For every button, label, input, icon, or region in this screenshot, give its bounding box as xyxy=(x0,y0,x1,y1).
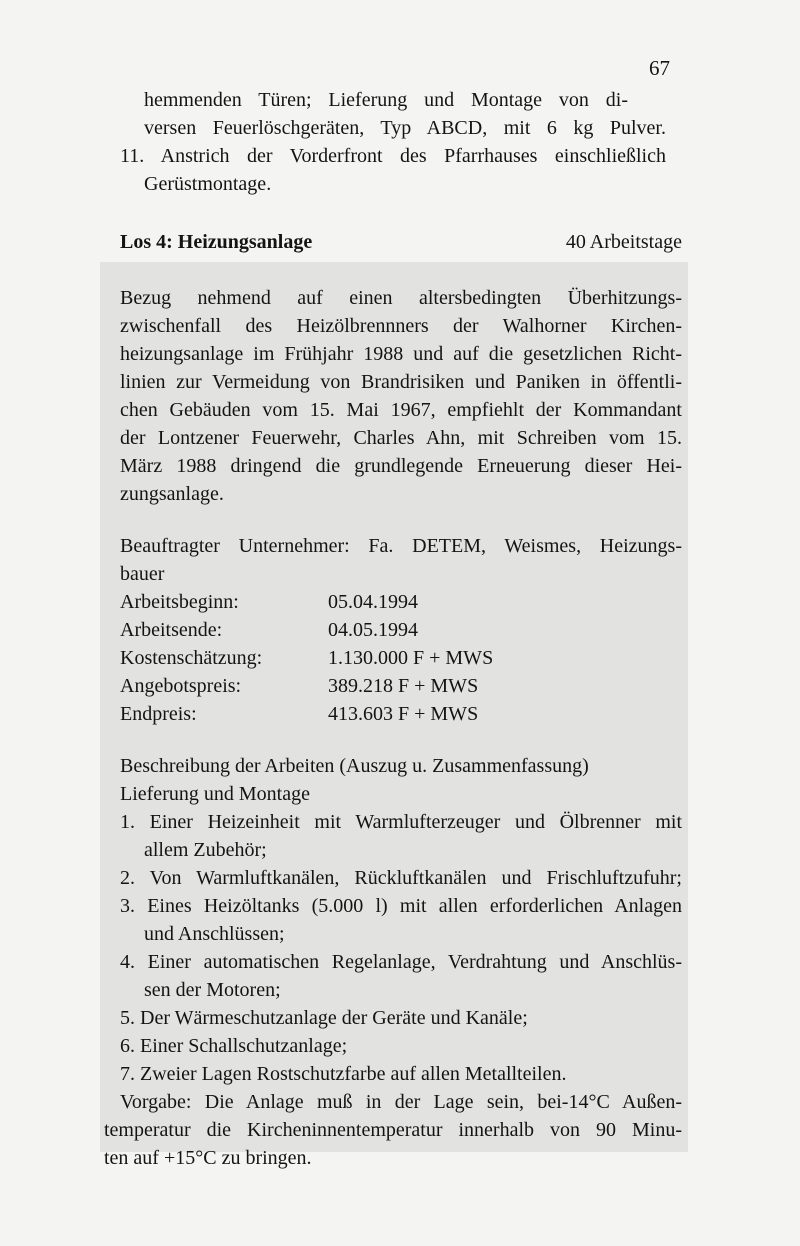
intro-line-7: März 1988 dringend die grundlegende Erneuerung dieser Hei- xyxy=(120,455,682,477)
detail-value-estimate: 1.130.000 F + MWS xyxy=(328,647,494,669)
description-item-6: 6. Einer Schallschutzanlage; xyxy=(120,1035,348,1057)
detail-value-final: 413.603 F + MWS xyxy=(328,703,479,725)
contractor-line-1: Beauftragter Unternehmer: Fa. DETEM, Weismes, Heizungs- xyxy=(120,535,682,557)
description-subheading: Lieferung und Montage xyxy=(120,783,310,805)
contractor-line-2: bauer xyxy=(120,563,165,585)
intro-line-6: der Lontzener Feuerwehr, Charles Ahn, mit Schreiben vom 15. xyxy=(120,427,682,449)
detail-label-offer: Angebotspreis: xyxy=(120,675,242,697)
description-item-3-cont: und Anschlüssen; xyxy=(144,923,285,945)
detail-value-offer: 389.218 F + MWS xyxy=(328,675,479,697)
description-item-2: 2. Von Warmluftkanälen, Rückluftkanälen und Frischluftzufuhr; xyxy=(120,867,682,889)
description-item-7: 7. Zweier Lagen Rostschutzfarbe auf allen Metallteilen. xyxy=(120,1063,567,1085)
top-list-line-4: Gerüstmontage. xyxy=(144,173,272,195)
requirement-line-3: ten auf +15°C zu bringen. xyxy=(104,1147,312,1169)
intro-line-3: heizungsanlage im Frühjahr 1988 und auf die gesetzlichen Richt- xyxy=(120,343,682,365)
requirement-line-1: Vorgabe: Die Anlage muß in der Lage sein, bei-14°C Außen- xyxy=(120,1091,682,1113)
top-list-line-1: hemmenden Türen; Lieferung und Montage von di- xyxy=(144,89,628,111)
page-number: 67 xyxy=(649,56,670,80)
detail-label-end: Arbeitsende: xyxy=(120,619,223,641)
top-list-line-2: versen Feuerlöschgeräten, Typ ABCD, mit 6 kg Pulver. xyxy=(144,117,666,139)
description-heading: Beschreibung der Arbeiten (Auszug u. Zusammenfassung) xyxy=(120,755,589,777)
detail-label-start: Arbeitsbeginn: xyxy=(120,591,239,613)
description-item-1-cont: allem Zubehör; xyxy=(144,839,267,861)
detail-label-final: Endpreis: xyxy=(120,703,197,725)
detail-value-start: 05.04.1994 xyxy=(328,591,418,613)
detail-value-end: 04.05.1994 xyxy=(328,619,418,641)
intro-line-4: linien zur Vermeidung von Brandrisiken und Paniken in öffentli- xyxy=(120,371,682,393)
detail-label-estimate: Kostenschätzung: xyxy=(120,647,263,669)
description-item-5: 5. Der Wärmeschutzanlage der Geräte und Kanäle; xyxy=(120,1007,528,1029)
description-item-4: 4. Einer automatischen Regelanlage, Verdrahtung und Anschlüs- xyxy=(120,951,682,973)
top-list-line-3: 11. Anstrich der Vorderfront des Pfarrhauses einschließlich xyxy=(120,145,666,167)
section-duration: 40 Arbeitstage xyxy=(565,231,682,253)
intro-line-1: Bezug nehmend auf einen altersbedingten Überhitzungs- xyxy=(120,287,682,309)
intro-line-5: chen Gebäuden vom 15. Mai 1967, empfiehlt der Kommandant xyxy=(120,399,682,421)
intro-line-8: zungsanlage. xyxy=(120,483,224,505)
intro-line-2: zwischenfall des Heizölbrennners der Walhorner Kirchen- xyxy=(120,315,682,337)
description-item-1: 1. Einer Heizeinheit mit Warmlufterzeuger und Ölbrenner mit xyxy=(120,811,682,833)
section-title: Los 4: Heizungsanlage xyxy=(120,231,313,253)
description-item-3: 3. Eines Heizöltanks (5.000 l) mit allen erforderlichen Anlagen xyxy=(120,895,682,917)
description-item-4-cont: sen der Motoren; xyxy=(144,979,281,1001)
requirement-line-2: temperatur die Kircheninnentemperatur innerhalb von 90 Minu- xyxy=(104,1119,682,1141)
